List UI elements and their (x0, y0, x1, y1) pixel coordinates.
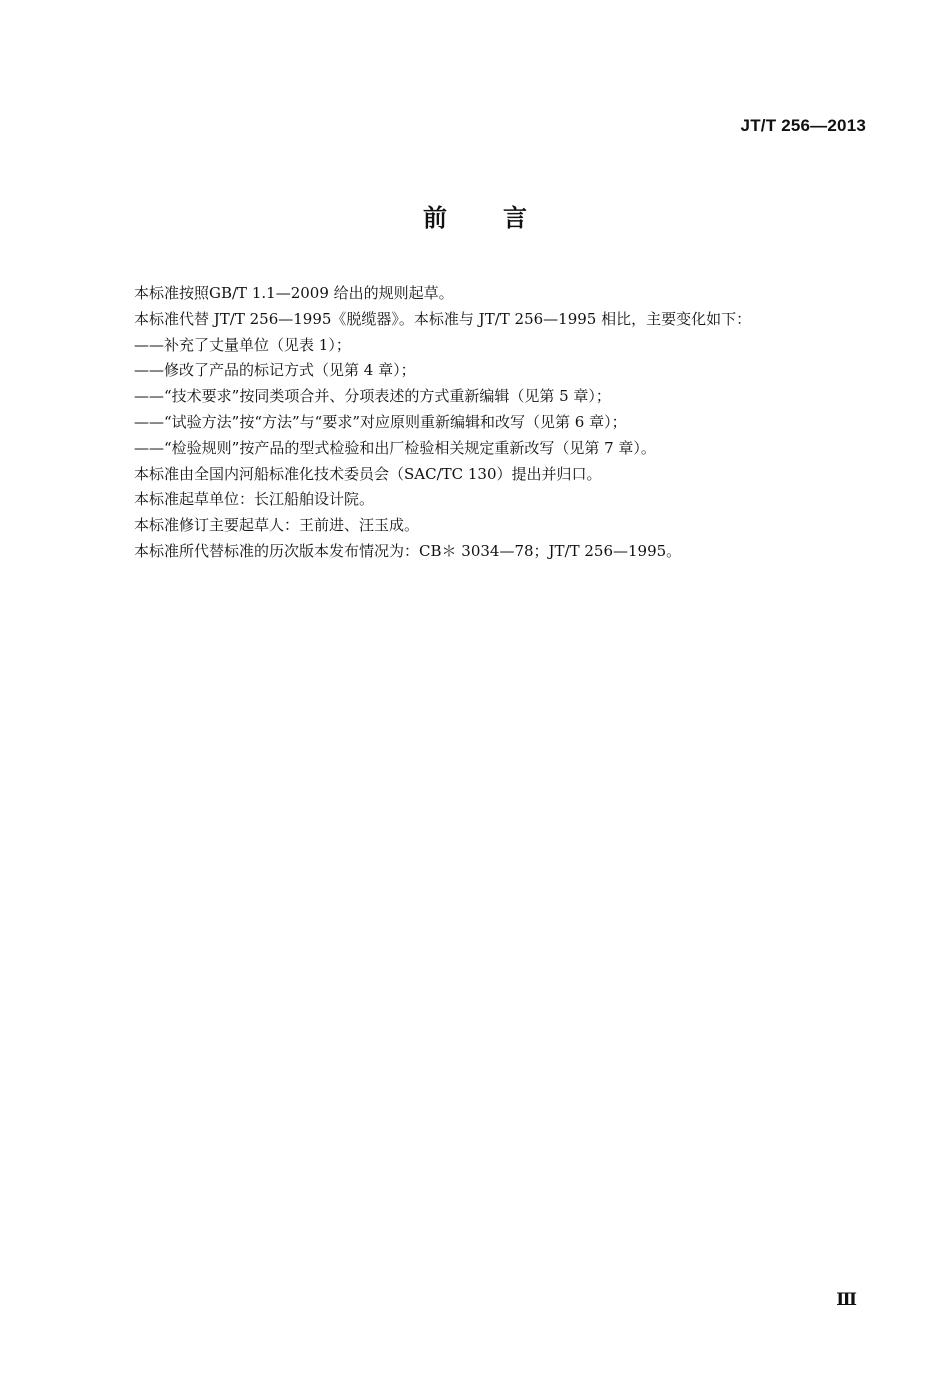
document-code: JT/T 256—2013 (740, 116, 866, 135)
list-item-change: ——修改了产品的标记方式（见第 4 章）； (134, 361, 416, 380)
foreword-body (134, 281, 854, 565)
paragraph-drafting-unit: 本标准起草单位：长江船舶设计院。 (134, 490, 375, 509)
list-item-change: ——“检验规则”按产品的型式检验和出厂检验相关规定重新改写（见第 7 章）。 (134, 438, 656, 457)
page-title: 前言 (423, 204, 583, 232)
list-item-change: ——“试验方法”按“方法”与“要求”对应原则重新编辑和改写（见第 6 章）； (134, 412, 627, 431)
paragraph-drafting-rules: 本标准按照GB/T 1.1—2009 给出的规则起草。 (134, 284, 454, 302)
paragraph-proposer: 本标准由全国内河船标准化技术委员会（SAC/TC 130）提出并归口。 (134, 464, 602, 483)
list-item-change: ——补充了丈量单位（见表 1）； (134, 335, 351, 354)
paragraph-replacement: 本标准代替 JT/T 256—1995《脱缆器》。本标准与 JT/T 256—1995 相比，主要变化如下： (134, 309, 752, 328)
paragraph-drafters: 本标准修订主要起草人：王前进、汪玉成。 (134, 516, 420, 535)
list-item-change: ——“技术要求”按同类项合并、分项表述的方式重新编辑（见第 5 章）； (134, 387, 611, 406)
paragraph-version-history: 本标准所代替标准的历次版本发布情况为：CB＊ 3034—78；JT/T 256—1995。 (134, 541, 682, 560)
page-number: Ⅲ (836, 1290, 857, 1309)
